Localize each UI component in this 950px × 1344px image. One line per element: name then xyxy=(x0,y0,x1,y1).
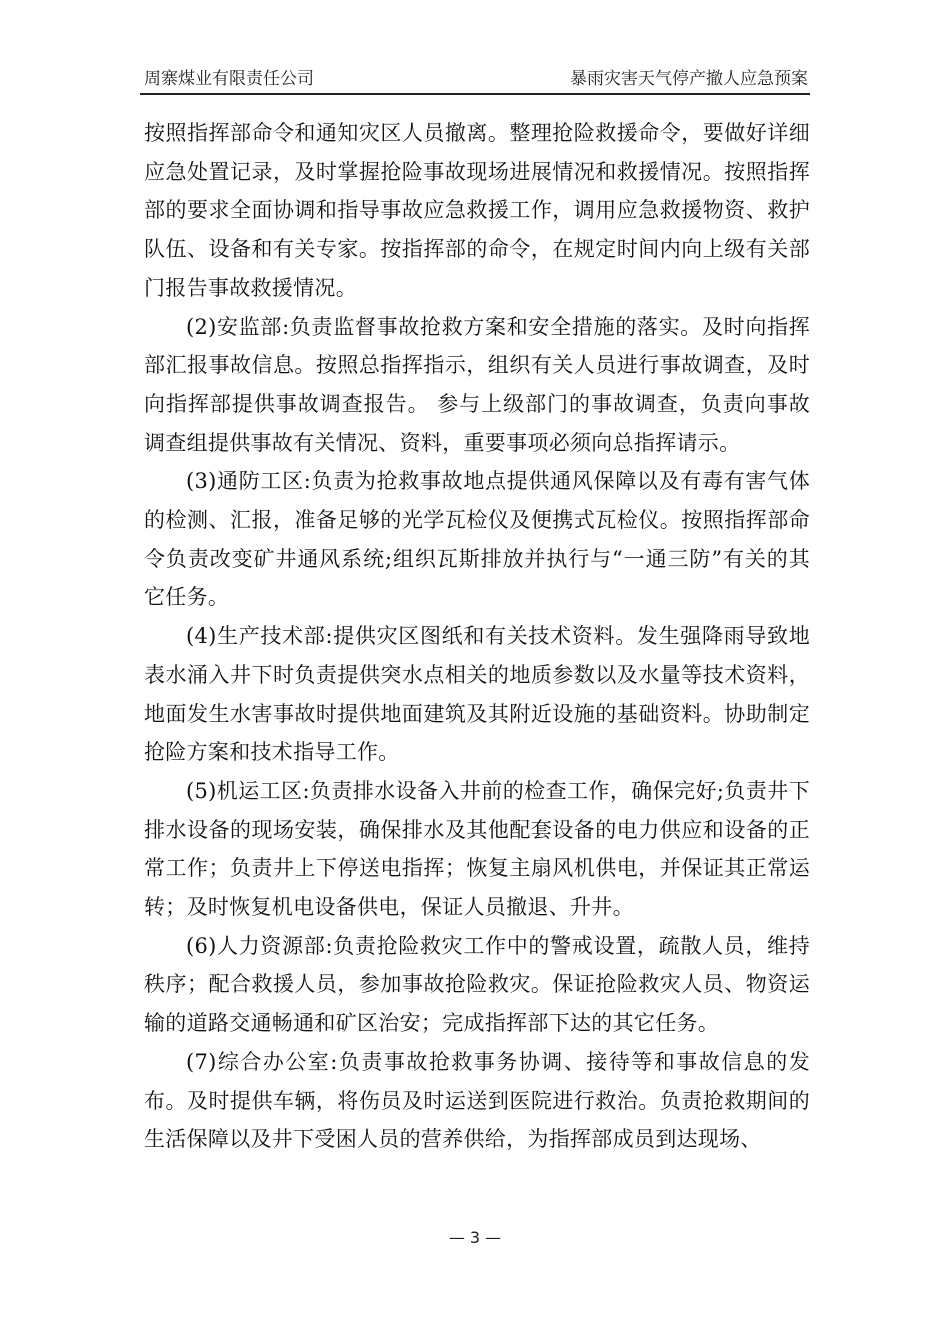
paragraph-production-tech-dept: (4)生产技术部:提供灾区图纸和有关技术资料。发生强降雨导致地表水涌入井下时负责提供突水点相关的地质参数以及水量等技术资料，地面发生水害事故时提供地面建筑及其附近设施的基础资料。协助制定抢险方案和技术指导工作。 xyxy=(144,624,810,765)
paragraph-hr-dept: (6)人力资源部:负责抢险救灾工作中的警戒设置，疏散人员，维持秩序；配合救援人员，参加事故抢险救灾。保证抢险救灾人员、物资运输的道路交通畅通和矿区治安；完成指挥部下达的其它任务。 xyxy=(144,933,810,1036)
header-company-name: 周寨煤业有限责任公司 xyxy=(144,69,314,89)
paragraph-machinery-area: (5)机运工区:负责排水设备入井前的检查工作，确保完好;负责井下排水设备的现场安装，确保排水及其他配套设备的电力供应和设备的正常工作；负责井上下停送电指挥；恢复主扇风机供电，并保证其正常运转；及时恢复机电设备供电，保证人员撤退、升井。 xyxy=(144,778,810,920)
document-body xyxy=(144,114,810,1159)
page-number: — 3 — xyxy=(448,1228,502,1247)
paragraph-ventilation-area: (3)通防工区:负责为抢救事故地点提供通风保障以及有毒有害气体的检测、汇报，准备足够的光学瓦检仪及便携式瓦检仪。按照指挥部命令负责改变矿井通风系统;组织瓦斯排放并执行与“一通三防”有关的其它任务。 xyxy=(144,469,810,610)
header-divider xyxy=(140,93,810,95)
paragraph-safety-dept: (2)安监部:负责监督事故抢救方案和安全措施的落实。及时向指挥部汇报事故信息。按照总指挥指示，组织有关人员进行事故调查，及时向指挥部提供事故调查报告。 参与上级部门的事故调查，负责向事故调查组提供事故有关情况、资料，重要事项必须向总指挥请示。 xyxy=(144,314,810,455)
header-document-title: 暴雨灾害天气停产撤人应急预案 xyxy=(570,69,808,89)
page-header xyxy=(144,66,808,92)
paragraph-continuation: 按照指挥部命令和通知灾区人员撤离。整理抢险救援命令，要做好详细应急处置记录，及时掌握抢险事故现场进展情况和救援情况。按照指挥部的要求全面协调和指导事故应急救援工作，调用应急救援物资、救护队伍、设备和有关专家。按指挥部的命令，在规定时间内向上级有关部门报告事故救援情况。 xyxy=(144,121,810,300)
paragraph-general-office: (7)综合办公室:负责事故抢救事务协调、接待等和事故信息的发布。及时提供车辆，将伤员及时运送到医院进行救治。负责抢救期间的生活保障以及井下受困人员的营养供给，为指挥部成员到达现场、 xyxy=(144,1049,810,1152)
